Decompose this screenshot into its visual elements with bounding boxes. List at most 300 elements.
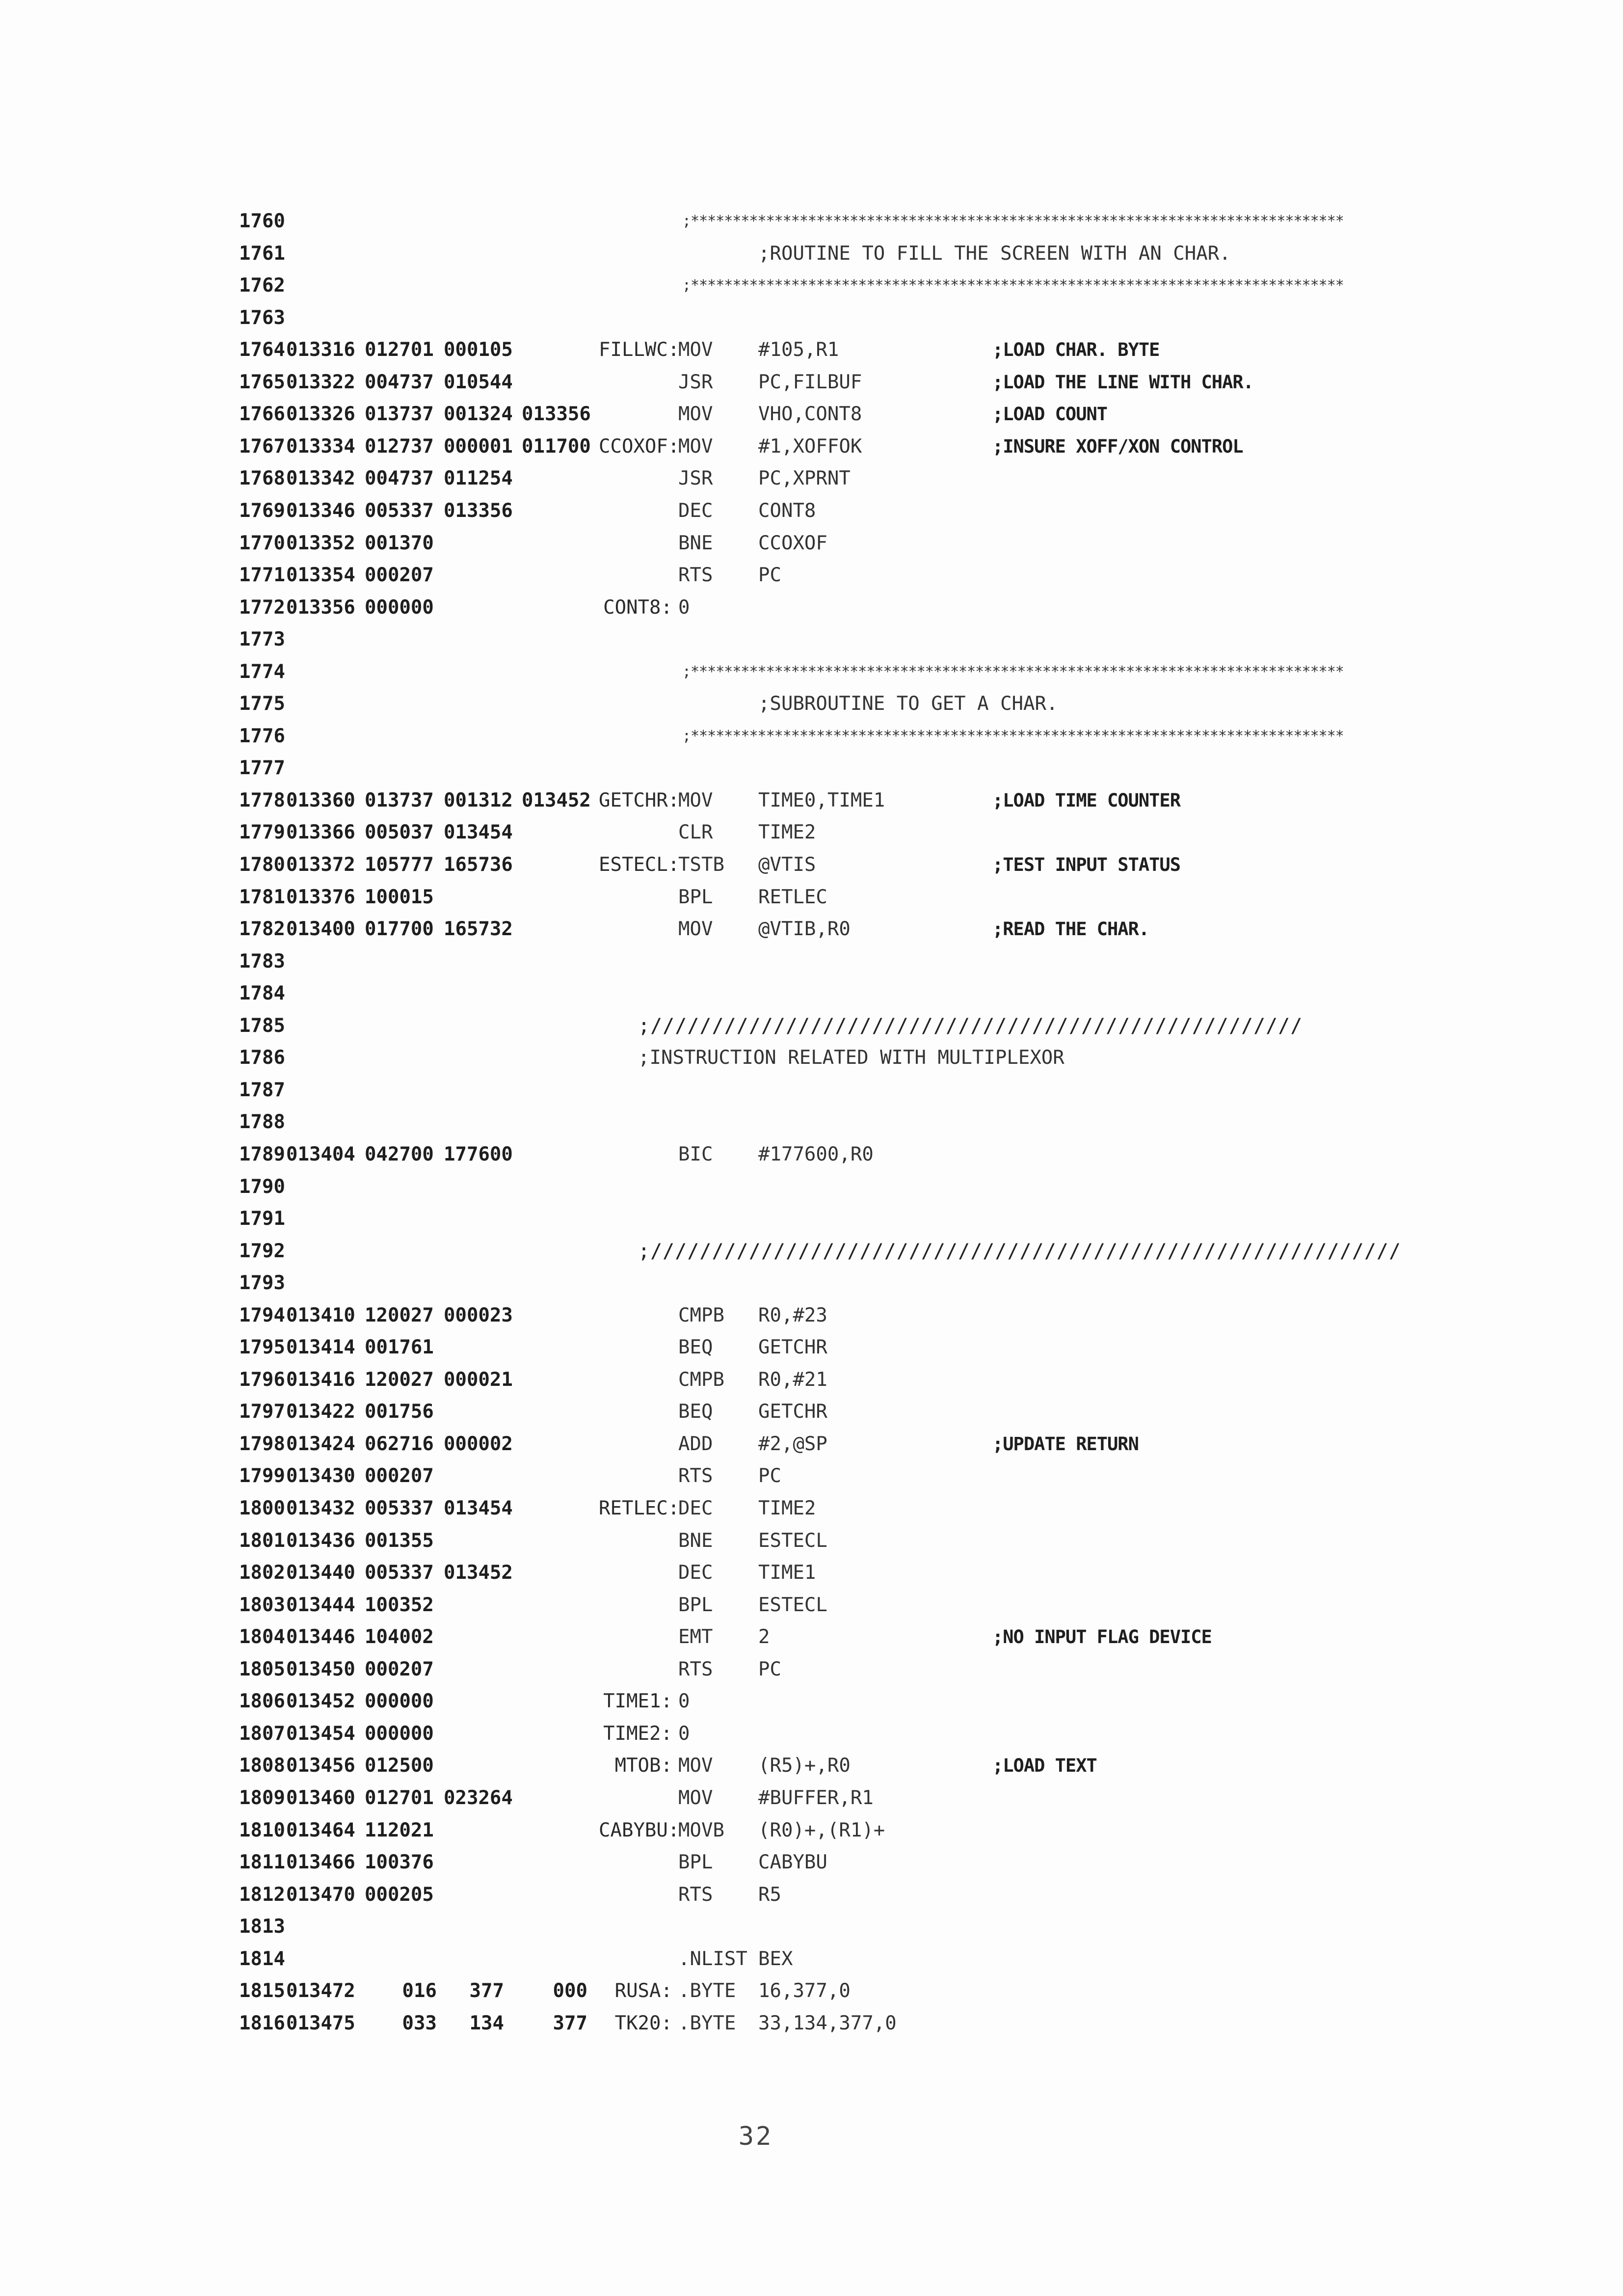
listing-line [0,1621,1623,1653]
listing-line [0,816,1623,849]
address: 013422 [286,1401,355,1423]
operand: CONT8 [758,499,816,522]
opcode: BEQ [678,1401,713,1423]
operand: TIME2 [758,821,816,844]
object-word-3: 013356 [522,403,591,426]
listing-line [0,1138,1623,1171]
line-number: 1810 [239,1819,285,1841]
object-word-1: 000207 [365,564,434,587]
address: 013416 [286,1368,355,1391]
address: 013454 [286,1722,355,1745]
opcode: BPL [678,886,713,908]
opcode: MOV [678,1755,713,1777]
line-number: 1782 [239,918,285,941]
address: 013475 [286,2012,355,2034]
label: FILLWC: [599,339,680,361]
opcode: EMT [678,1626,713,1648]
object-byte-3: 377 [553,2012,587,2034]
opcode: JSR [678,467,713,490]
line-number: 1762 [239,274,285,297]
line-number: 1816 [239,2012,285,2034]
operand: TIME0,TIME1 [758,789,885,811]
separator-rule: ;****************************************************************************** [682,277,1344,295]
object-word-1: 042700 [365,1143,434,1165]
opcode: MOV [678,918,713,941]
line-number: 1799 [239,1465,285,1487]
operand: #2,@SP [758,1432,827,1455]
object-word-1: 000000 [365,1690,434,1713]
object-word-2: 000105 [444,339,513,361]
section-title: ;ROUTINE TO FILL THE SCREEN WITH AN CHAR. [758,242,1231,265]
opcode: RTS [678,1883,713,1906]
line-number: 1803 [239,1594,285,1616]
object-byte-1: 016 [402,1980,437,2002]
operand: PC [758,1658,781,1680]
line-number: 1779 [239,821,285,844]
address: 013354 [286,564,355,587]
opcode: BIC [678,1143,713,1165]
operand: PC,XPRNT [758,467,851,490]
listing-line [0,913,1623,945]
line-number: 1774 [239,660,285,683]
line-number: 1813 [239,1916,285,1938]
slash-separator: ;///////////////////////////////////////////////////// [638,1014,1303,1037]
line-number: 1791 [239,1208,285,1230]
listing-line [0,431,1623,463]
listing-line [0,1299,1623,1332]
line-number: 1780 [239,854,285,876]
comment: ;LOAD TIME COUNTER [992,789,1180,811]
object-word-2: 000002 [444,1432,513,1455]
address: 013460 [286,1786,355,1809]
address: 013464 [286,1819,355,1841]
opcode: .NLIST [678,1947,747,1970]
object-word-3: 011700 [522,435,591,458]
object-word-1: 013737 [365,789,434,811]
operand: TIME2 [758,1497,816,1519]
operand: 16,377,0 [758,1980,851,2002]
listing-line [0,527,1623,560]
operand: @VTIB,R0 [758,918,851,941]
listing-line [0,302,1623,334]
line-number: 1785 [239,1014,285,1037]
operand: 33,134,377,0 [758,2012,897,2034]
opcode: .BYTE [678,1980,736,2002]
object-word-2: 001324 [444,403,513,426]
object-word-1: 012701 [365,339,434,361]
object-word-1: 005337 [365,1562,434,1584]
line-number: 1802 [239,1562,285,1584]
object-word-1: 000000 [365,596,434,619]
label: TK20: [614,2012,672,2034]
listing-line [0,656,1623,688]
opcode: DEC [678,1497,713,1519]
address: 013316 [286,339,355,361]
opcode: MOV [678,339,713,361]
opcode: MOV [678,435,713,458]
opcode: MOVB [678,1819,724,1841]
listing-line [0,1074,1623,1107]
line-number: 1777 [239,757,285,780]
label: MTOB: [614,1755,672,1777]
object-word-1: 001761 [365,1336,434,1359]
label: TIME1: [603,1690,672,1713]
object-word-1: 062716 [365,1432,434,1455]
operand: RETLEC [758,886,827,908]
object-word-1: 001370 [365,532,434,554]
object-word-1: 105777 [365,854,434,876]
listing-line [0,2007,1623,2040]
address: 013400 [286,918,355,941]
line-number: 1808 [239,1755,285,1777]
operand: (R0)+,(R1)+ [758,1819,885,1841]
line-number: 1790 [239,1175,285,1198]
line-number: 1786 [239,1047,285,1069]
line-number: 1804 [239,1626,285,1648]
object-word-1: 017700 [365,918,434,941]
operand: VHO,CONT8 [758,403,862,426]
object-word-1: 005037 [365,821,434,844]
line-number: 1775 [239,693,285,715]
opcode: ADD [678,1432,713,1455]
listing-line [0,334,1623,366]
line-number: 1792 [239,1240,285,1262]
object-word-1: 013737 [365,403,434,426]
address: 013456 [286,1755,355,1777]
line-number: 1776 [239,725,285,747]
operand: ESTECL [758,1594,827,1616]
object-word-2: 010544 [444,371,513,393]
operand: PC,FILBUF [758,371,862,393]
opcode: DEC [678,1562,713,1584]
line-number: 1763 [239,306,285,329]
listing-line [0,1814,1623,1847]
object-word-2: 023264 [444,1786,513,1809]
opcode: 0 [678,1722,690,1745]
object-word-1: 000000 [365,1722,434,1745]
line-number: 1793 [239,1272,285,1295]
listing-line [0,1685,1623,1718]
opcode: BPL [678,1851,713,1874]
object-word-1: 012701 [365,1786,434,1809]
label: RUSA: [614,1980,672,2002]
operand: R0,#23 [758,1304,827,1326]
object-word-2: 165736 [444,854,513,876]
operand: BEX [758,1947,793,1970]
line-number: 1778 [239,789,285,811]
line-number: 1784 [239,982,285,1005]
address: 013472 [286,1980,355,2002]
object-word-2: 000001 [444,435,513,458]
operand: #1,XOFFOK [758,435,862,458]
address: 013414 [286,1336,355,1359]
operand: CABYBU [758,1851,827,1874]
operand: GETCHR [758,1401,827,1423]
object-word-2: 001312 [444,789,513,811]
address: 013372 [286,854,355,876]
listing-line [0,366,1623,399]
label: GETCHR: [599,789,680,811]
address: 013452 [286,1690,355,1713]
operand: #177600,R0 [758,1143,874,1165]
listing-line [0,559,1623,592]
line-number: 1805 [239,1658,285,1680]
listing-line [0,592,1623,624]
object-word-2: 000021 [444,1368,513,1391]
address: 013326 [286,403,355,426]
listing-line [0,1364,1623,1396]
comment: ;LOAD THE LINE WITH CHAR. [992,371,1253,393]
line-number: 1764 [239,339,285,361]
operand: #BUFFER,R1 [758,1786,874,1809]
operand: R0,#21 [758,1368,827,1391]
listing-line [0,1428,1623,1460]
listing-line [0,1653,1623,1686]
line-number: 1772 [239,596,285,619]
opcode: BNE [678,532,713,554]
listing-line [0,1879,1623,1911]
listing-line [0,462,1623,495]
opcode: DEC [678,499,713,522]
address: 013446 [286,1626,355,1648]
address: 013466 [286,1851,355,1874]
line-number: 1765 [239,371,285,393]
operand: (R5)+,R0 [758,1755,851,1777]
listing-line [0,1782,1623,1814]
object-word-1: 100352 [365,1594,434,1616]
line-number: 1795 [239,1336,285,1359]
listing-line [0,1331,1623,1364]
line-number: 1811 [239,1851,285,1874]
listing-line [0,1460,1623,1492]
comment: ;LOAD TEXT [992,1755,1097,1777]
object-word-1: 112021 [365,1819,434,1841]
line-number: 1781 [239,886,285,908]
listing-line [0,881,1623,914]
object-word-3: 013452 [522,789,591,811]
listing-line [0,270,1623,302]
line-number: 1806 [239,1690,285,1713]
comment: ;LOAD COUNT [992,404,1108,425]
object-byte-2: 377 [469,1980,504,2002]
label: CCOXOF: [599,435,680,458]
label: ESTECL: [599,854,680,876]
operand: TIME1 [758,1562,816,1584]
object-word-2: 013454 [444,821,513,844]
listing-line [0,1042,1623,1074]
opcode: 0 [678,596,690,619]
object-word-1: 100015 [365,886,434,908]
listing-line [0,1203,1623,1235]
object-word-1: 120027 [365,1368,434,1391]
listing-line [0,1846,1623,1879]
object-word-2: 013452 [444,1562,513,1584]
listing-line [0,1525,1623,1557]
listing-line [0,849,1623,881]
label: CONT8: [603,596,672,619]
label: TIME2: [603,1722,672,1745]
line-number: 1800 [239,1497,285,1519]
comment: ;INSURE XOFF/XON CONTROL [992,435,1243,457]
line-number: 1760 [239,210,285,232]
object-word-2: 165732 [444,918,513,941]
operand: CCOXOF [758,532,827,554]
opcode: BNE [678,1529,713,1552]
listing-line [0,1492,1623,1525]
operand: ESTECL [758,1529,827,1552]
comment: ;UPDATE RETURN [992,1433,1139,1455]
listing-line [0,752,1623,784]
opcode: CMPB [678,1304,724,1326]
listing-line [0,977,1623,1010]
address: 013334 [286,435,355,458]
line-number: 1766 [239,403,285,426]
listing-line [0,1975,1623,2007]
address: 013360 [286,789,355,811]
listing-line [0,1010,1623,1042]
object-word-2: 177600 [444,1143,513,1165]
address: 013424 [286,1432,355,1455]
address: 013436 [286,1529,355,1552]
opcode: BPL [678,1594,713,1616]
listing-line [0,623,1623,656]
opcode: 0 [678,1690,690,1713]
opcode: MOV [678,403,713,426]
operand: #105,R1 [758,339,839,361]
line-number: 1797 [239,1401,285,1423]
label: CABYBU: [599,1819,680,1841]
section-title: ;SUBROUTINE TO GET A CHAR. [758,693,1058,715]
listing-line [0,1750,1623,1782]
address: 013404 [286,1143,355,1165]
comment: ;READ THE CHAR. [992,918,1149,940]
address: 013430 [286,1465,355,1487]
opcode: .BYTE [678,2012,736,2034]
line-number: 1798 [239,1432,285,1455]
opcode: MOV [678,1786,713,1809]
listing-line [0,205,1623,238]
address: 013450 [286,1658,355,1680]
address: 013410 [286,1304,355,1326]
object-word-1: 012737 [365,435,434,458]
address: 013444 [286,1594,355,1616]
operand: PC [758,1465,781,1487]
address: 013342 [286,467,355,490]
address: 013470 [286,1883,355,1906]
opcode: RTS [678,1658,713,1680]
object-word-1: 005337 [365,499,434,522]
operand: GETCHR [758,1336,827,1359]
listing-line [0,1235,1623,1268]
opcode: CLR [678,821,713,844]
object-byte-1: 033 [402,2012,437,2034]
address: 013352 [286,532,355,554]
address: 013376 [286,886,355,908]
line-number: 1789 [239,1143,285,1165]
object-word-1: 100376 [365,1851,434,1874]
object-word-1: 004737 [365,371,434,393]
comment: ;NO INPUT FLAG DEVICE [992,1626,1212,1648]
listing-line [0,1106,1623,1138]
line-number: 1794 [239,1304,285,1326]
listing-line [0,1171,1623,1203]
listing-line [0,1911,1623,1943]
listing-line [0,1718,1623,1750]
object-word-1: 001355 [365,1529,434,1552]
listing-line [0,398,1623,431]
line-number: 1761 [239,242,285,265]
comment: ;LOAD CHAR. BYTE [992,339,1160,361]
object-word-1: 000205 [365,1883,434,1906]
object-word-2: 013454 [444,1497,513,1519]
listing-line [0,720,1623,753]
line-number: 1771 [239,564,285,587]
label: RETLEC: [599,1497,680,1519]
listing-line [0,1267,1623,1299]
listing-line [0,1557,1623,1589]
slash-separator: ;///////////////////////////////////////////////////////////// [638,1240,1402,1263]
object-word-1: 000207 [365,1465,434,1487]
separator-rule: ;****************************************************************************** [682,663,1344,680]
line-number: 1788 [239,1111,285,1134]
comment: ;TEST INPUT STATUS [992,854,1180,875]
listing-line [0,688,1623,720]
operand: @VTIS [758,854,816,876]
object-word-1: 005337 [365,1497,434,1519]
line-number: 1787 [239,1079,285,1101]
separator-rule: ;****************************************************************************** [682,213,1344,230]
listing-line [0,1943,1623,1975]
opcode: RTS [678,564,713,587]
address: 013366 [286,821,355,844]
address: 013440 [286,1562,355,1584]
line-number: 1814 [239,1947,285,1970]
line-number: 1773 [239,628,285,651]
address: 013432 [286,1497,355,1519]
separator-rule: ;****************************************************************************** [682,727,1344,745]
object-word-2: 013356 [444,499,513,522]
line-number: 1801 [239,1529,285,1552]
object-byte-2: 134 [469,2012,504,2034]
address: 013346 [286,499,355,522]
line-number: 1796 [239,1368,285,1391]
object-word-1: 001756 [365,1401,434,1423]
opcode: RTS [678,1465,713,1487]
line-number: 1812 [239,1883,285,1906]
operand: R5 [758,1883,781,1906]
object-byte-3: 000 [553,1980,587,2002]
opcode: JSR [678,371,713,393]
opcode: MOV [678,789,713,811]
object-word-1: 120027 [365,1304,434,1326]
line-number: 1783 [239,950,285,972]
listing-line [0,495,1623,527]
listing-line [0,784,1623,817]
listing-line [0,238,1623,270]
section-comment: ;INSTRUCTION RELATED WITH MULTIPLEXOR [638,1047,1064,1069]
line-number: 1815 [239,1980,285,2002]
object-word-2: 011254 [444,467,513,490]
object-word-1: 104002 [365,1626,434,1648]
line-number: 1767 [239,435,285,458]
operand: PC [758,564,781,587]
line-number: 1768 [239,467,285,490]
opcode: TSTB [678,854,724,876]
line-number: 1770 [239,532,285,554]
line-number: 1807 [239,1722,285,1745]
address: 013322 [286,371,355,393]
listing-line [0,945,1623,978]
